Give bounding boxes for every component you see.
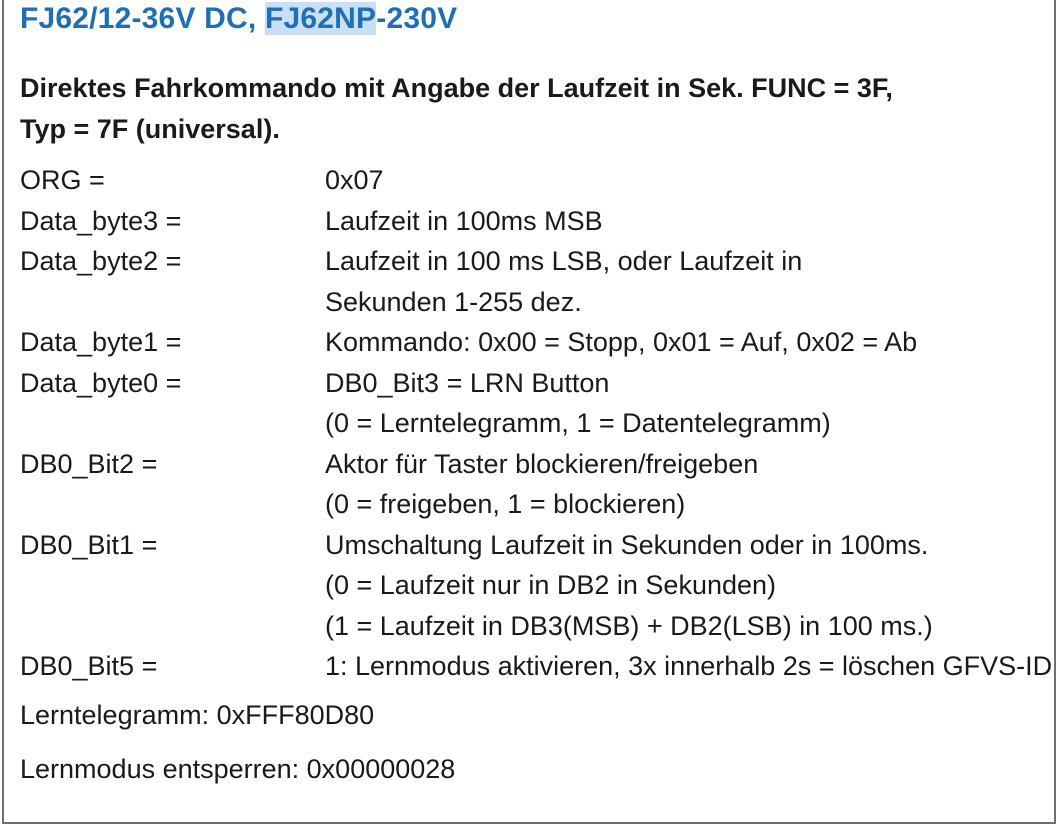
row-value: Umschaltung Laufzeit in Sekunden oder in 100ms. — [325, 529, 929, 560]
definition-row — [20, 363, 1040, 404]
definition-row — [20, 201, 1040, 242]
row-key: DB0_Bit1 = — [20, 529, 158, 560]
row-key: ORG = — [20, 165, 105, 195]
row-key — [20, 606, 325, 647]
row-value: (1 = Laufzeit in DB3(MSB) + DB2(LSB) in 100 ms.) — [325, 610, 933, 641]
definition-row — [20, 565, 1040, 606]
section-subtitle — [20, 68, 1020, 150]
row-key: DB0_Bit2 = — [20, 448, 158, 479]
row-value: (0 = freigeben, 1 = blockieren) — [325, 489, 686, 519]
row-value: Aktor für Taster blockieren/freigeben — [325, 448, 759, 479]
row-value: DB0_Bit3 = LRN Button — [325, 367, 610, 398]
heading-part1: FJ62/12-36V DC, — [20, 2, 265, 35]
definition-row — [20, 282, 1040, 323]
row-key: Data_byte0 = — [20, 367, 182, 398]
definition-row — [20, 646, 1053, 687]
row-value: Kommando: 0x00 = Stopp, 0x01 = Auf, 0x02 = Ab — [325, 327, 918, 357]
subtitle-line-2: Typ = 7F (universal). — [20, 114, 280, 144]
heading-part3: -230V — [376, 2, 458, 35]
unlock-learn-mode-line: Lernmodus entsperren: 0x00000028 — [20, 754, 456, 784]
definition-row — [20, 444, 1040, 485]
row-key: Data_byte3 = — [20, 205, 182, 236]
subtitle-line-1: Direktes Fahrkommando mit Angabe der Laufzeit in Sek. FUNC = 3F, — [20, 73, 893, 103]
row-key — [20, 565, 325, 606]
definition-row — [20, 606, 1040, 647]
row-key — [20, 484, 325, 525]
row-value: (0 = Lerntelegramm, 1 = Datentelegramm) — [325, 408, 831, 438]
row-value: Laufzeit in 100 ms LSB, oder Laufzeit in — [325, 246, 803, 276]
row-key: DB0_Bit5 = — [20, 651, 158, 681]
row-key — [20, 282, 325, 323]
row-key: Data_byte2 = — [20, 246, 182, 276]
definition-row — [20, 484, 1040, 525]
definition-row — [20, 403, 1040, 444]
learn-telegram-line: Lerntelegramm: 0xFFF80D80 — [20, 700, 375, 730]
row-value: (0 = Laufzeit nur in DB2 in Sekunden) — [325, 570, 777, 600]
definition-row — [20, 241, 1040, 282]
product-heading — [20, 2, 457, 36]
telegram-definition-table — [20, 160, 1053, 687]
definition-row — [20, 160, 1040, 201]
heading-highlighted-model[interactable]: FJ62NP — [265, 2, 377, 35]
row-key — [20, 403, 325, 444]
row-key: Data_byte1 = — [20, 327, 182, 357]
definition-row — [20, 525, 1040, 566]
row-value: Sekunden 1-255 dez. — [325, 286, 582, 317]
row-value: Laufzeit in 100ms MSB — [325, 205, 603, 236]
row-value: 1: Lernmodus aktivieren, 3x innerhalb 2s = löschen GFVS-ID — [325, 651, 1053, 681]
definition-row — [20, 322, 1040, 363]
row-value: 0x07 — [325, 165, 384, 195]
